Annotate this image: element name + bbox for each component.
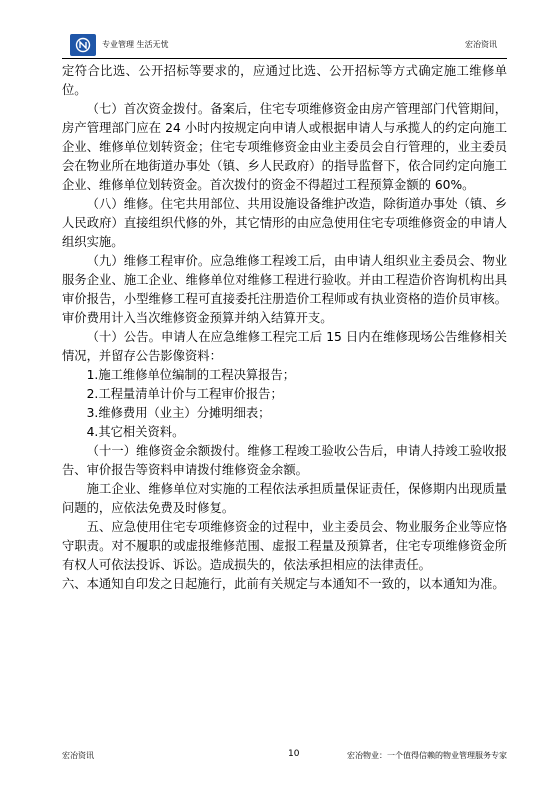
list-item: 1.施工维修单位编制的工程决算报告； [86,368,296,382]
paragraph: 六、本通知自印发之日起施行，此前有关规定与本通知不一致的，以本通知为准。 [62,577,505,591]
paragraph: （七）首次资金拨付。备案后，住宅专项维修资金由房产管理部门代管期间，房产管理部门应在 24 小时内按规定向申请人或根据申请人与承揽人的约定向施工企业、维修单位划转资金；住宅专项维修资金由业主委员会自行管理的，业主委员会在物业所在地街道办事处（镇、乡人民政府）的指导监督下，依合同约定向施工企业、维修单位划转资金。首次拨付的资金不得超过工程预算金额的 60%。 [62,102,507,192]
paragraph: （八）维修。住宅共用部位、共用设施设备维护改造，除街道办事处（镇、乡人民政府）直接组织代修的外，其它情形的由应急使用住宅专项维修资金的申请人组织实施。 [62,197,507,249]
paragraph: 五、应急使用住宅专项维修资金的过程中，业主委员会、物业服务企业等应恪守职责。对不履职的或虚报维修范围、虚报工程量及预算者，住宅专项维修资金所有权人可依法投诉、诉讼。造成损失的，依法承担相应的法律责任。 [62,520,507,572]
paragraph: 施工企业、维修单位对实施的工程依法承担质量保证责任，保修期内出现质量问题的，应依法免费及时修复。 [62,482,507,515]
header-brand: 宏冶资讯 [465,40,497,49]
footer-brand: 宏冶资讯 [62,751,94,760]
document-body [62,62,507,594]
footer-slogan: 宏冶物业：一个值得信赖的物业管理服务专家 [347,751,507,760]
paragraph: （十一）维修资金余额拨付。维修工程竣工验收公告后，申请人持竣工验收报告、审价报告等资料申请拨付维修资金余额。 [62,444,507,477]
page-number: 10 [288,749,300,759]
page-footer [62,750,507,770]
paragraph: （九）维修工程审价。应急维修工程竣工后，由申请人组织业主委员会、物业服务企业、施工企业、维修单位对维修工程进行验收。并由工程造价咨询机构出具审价报告，小型维修工程可直接委托注册造价工程师或有执业资格的造价员审核。审价费用计入当次维修资金预算并纳入结算开支。 [62,254,507,325]
page-header [62,36,507,59]
paragraph: （十）公告。申请人在应急维修工程完工后 15 日内在维修现场公告维修相关情况，并留存公告影像资料： [62,330,507,363]
list-item: 4.其它相关资料。 [86,425,185,439]
company-logo-icon [70,34,96,56]
header-slogan: 专业管理 生活无忧 [102,40,169,49]
list-item: 3.维修费用（业主）分摊明细表； [86,406,271,420]
paragraph: 定符合比选、公开招标等要求的，应通过比选、公开招标等方式确定施工维修单位。 [62,64,507,97]
list-item: 2.工程量清单计价与工程审价报告； [86,387,283,401]
